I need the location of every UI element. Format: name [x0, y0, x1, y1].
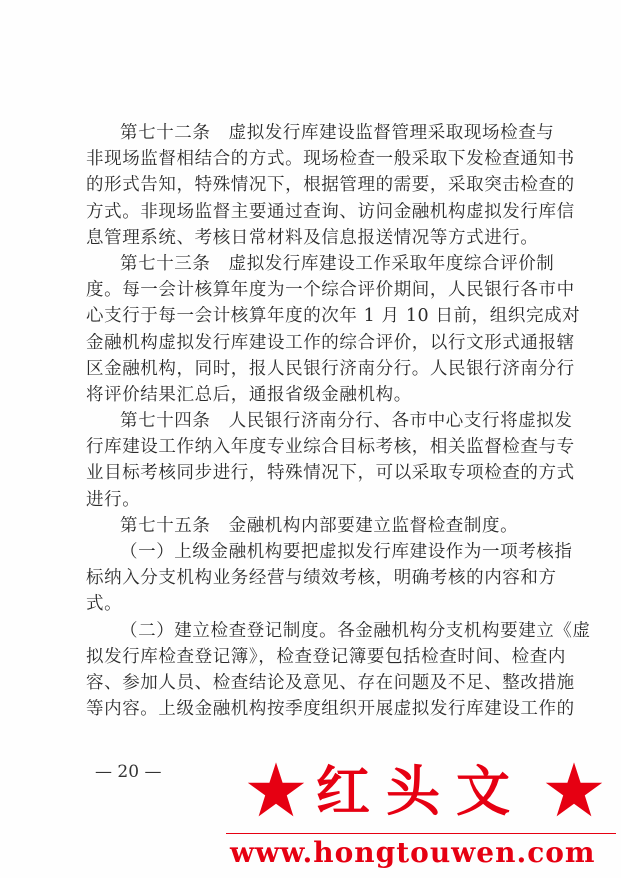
- watermark-divider: [226, 833, 616, 834]
- text-line: 第七十四条 人民银行济南分行、各市中心支行将虚拟发: [120, 411, 573, 432]
- watermark-url: www.hongtouwen.com: [230, 836, 596, 869]
- text-line: 第七十三条 虚拟发行库建设工作采取年度综合评价制: [120, 253, 555, 274]
- watermark-title-row: [226, 758, 616, 826]
- text-line: 方式。非现场监督主要通过查询、访问金融机构虚拟发行库信: [86, 201, 575, 222]
- text-line: 度。每一会计核算年度为一个综合评价期间，人民银行各市中: [86, 280, 575, 301]
- text-line: 的形式告知，特殊情况下，根据管理的需要，采取突击检查的: [86, 175, 575, 196]
- page-number: — 20 —: [95, 762, 162, 782]
- text-line: 息管理系统、考核日常材料及信息报送情况等方式进行。: [86, 227, 539, 248]
- watermark-title: 红头文: [316, 759, 526, 823]
- text-line: （一）上级金融机构要把虚拟发行库建设作为一项考核指: [120, 542, 573, 562]
- text-line: 金融机构虚拟发行库建设工作的综合评价，以行文形式通报辖: [86, 332, 575, 353]
- text-line: 行库建设工作纳入年度专业综合目标考核，相关监督检查与专: [86, 437, 575, 458]
- text-line: 进行。: [86, 489, 141, 510]
- star-icon: [544, 760, 604, 820]
- text-line: 式。: [86, 594, 123, 615]
- star-icon: [246, 760, 306, 820]
- text-line: （二）建立检查登记制度。各金融机构分支机构要建立《虚: [120, 620, 591, 641]
- text-line: 业目标考核同步进行，特殊情况下，可以采取专项检查的方式: [86, 463, 575, 484]
- text-line: 第七十五条 金融机构内部要建立监督检查制度。: [120, 515, 519, 536]
- text-line: 等内容。上级金融机构按季度组织开展虚拟发行库建设工作的: [86, 699, 575, 720]
- text-line: 第七十二条 虚拟发行库建设监督管理采取现场检查与: [120, 123, 555, 143]
- text-line: 拟发行库检查登记簿》，检查登记簿要包括检查时间、检查内: [86, 646, 566, 667]
- text-line: 非现场监督相结合的方式。现场检查一般采取下发检查通知书: [86, 149, 575, 170]
- text-line: 将评价结果汇总后，通报省级金融机构。: [86, 384, 412, 405]
- watermark: [226, 758, 616, 870]
- body-text: [86, 120, 591, 722]
- text-line: 容、参加人员、检查结论及意见、存在问题及不足、整改措施: [86, 672, 575, 693]
- text-line: 区金融机构，同时，报人民银行济南分行。人民银行济南分行: [86, 358, 575, 379]
- text-line: 标纳入分支机构业务经营与绩效考核，明确考核的内容和方: [86, 568, 557, 589]
- text-line: 心支行于每一会计核算年度的次年 1 月 10 日前，组织完成对: [86, 306, 581, 327]
